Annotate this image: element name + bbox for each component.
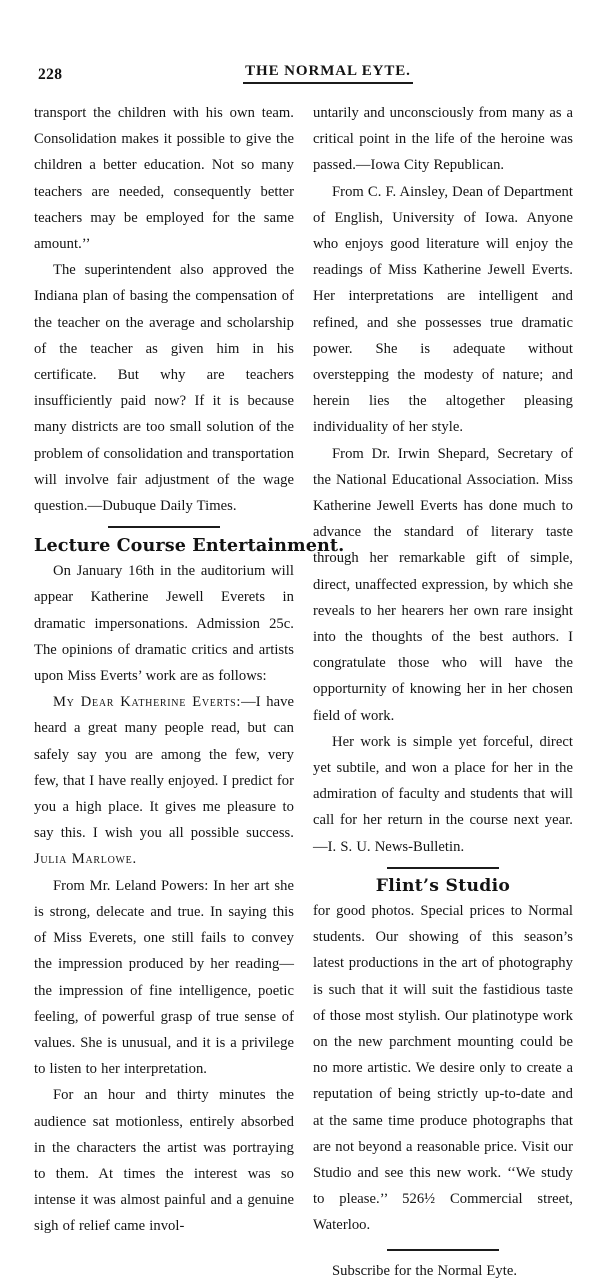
heading-rule: [387, 867, 499, 869]
paragraph: For an hour and thirty minutes the audience sat motionless, entirely absorbed in the characters the artist was portraying to them. At times the interest was so intense it was almost painful and a genuine sigh of relief came invol-: [34, 1087, 294, 1235]
paragraph-advertisement: for good photos. Special prices to Normal students. Our showing of this season’s latest productions in the art of photography is such that it will suit the fastidious taste of those most stylish. Our platinotype work on the new parchment mounting could be no more artistic. We desire only to create a reputation of being strictly up-to-date and at the same time produce photographs that are not beyond a reasonable price. Visit our Studio and see this new work. ‘‘We study to please.’’ 526½ Commercial street, Waterloo.: [313, 902, 573, 1234]
letter-signature: Julia Marlowe.: [34, 851, 137, 868]
running-title: THE NORMAL EYTE.: [243, 63, 413, 84]
paragraph: From Mr. Leland Powers: In her art she is strong, delecate and true. In saying this of Miss Everets, one still fails to convey the impression produced by her reading—the impression of fine intelligence, poetic feeling, of powerful grasp of true sense of values. She is unusual, and it is a privilege to listen to her interpretation.: [34, 877, 294, 1078]
section-heading-text: Flint’s Studio: [375, 875, 511, 896]
paragraph: The superintendent also approved the Indiana plan of basing the compensation of the teacher on the average and scholarship of the teacher as given him in his certificate. But why are teachers insufficiently paid now? If it is because many districts are too small solution of the problem of consolidation and transportation will involve fair adjustment of the wage question.—Dubuque Daily Times.: [34, 262, 294, 515]
subscribe-note: Subscribe for the Normal Eyte.: [332, 1262, 518, 1279]
running-title-wrap: [34, 62, 578, 84]
two-column-body: [34, 100, 578, 1284]
running-head: [34, 62, 578, 92]
left-column: [34, 100, 345, 1240]
paragraph: From Dr. Irwin Shepard, Secretary of the National Educational Association. Miss Katherine Jewell Everts has done much to advance the standard of literary taste through her remarkable gift of simple, direct, unaffected expression, by which she reveals to her hearers her own rare insight into the thoughts of the best authors. I congratulate those who will have the opporturnity of knowing her in her chosen field of work.: [313, 445, 573, 724]
paragraph: transport the children with his own team. Consolidation makes it possible to give the children a better education. Not so many teachers are needed, consequently better teachers may be employed for the same amount.’’: [34, 105, 294, 253]
paragraph-letter: [34, 689, 294, 872]
section-heading-lecture-course: [34, 526, 345, 557]
footer-rule: [387, 1249, 499, 1251]
letter-body: —I have heard a great many people read, but can safely say you are among the few, very few, that I have really enjoyed. I predict for you a high place. It gives me pleasure to say this. I wish you all possible success.: [34, 694, 294, 842]
paragraph: Her work is simple yet forceful, direct yet subtile, and won a place for her in the admiration of faculty and students that will call for her return in the course next year.—I. S. U. News-Bulletin.: [313, 733, 573, 855]
section-heading-flints-studio: [313, 867, 573, 896]
section-heading-text: Lecture Course Entertainment.: [34, 535, 345, 557]
page-number: 228: [38, 66, 63, 83]
letter-salutation: My Dear Katherine Everts:: [53, 694, 242, 711]
subscribe-note-block: [313, 1249, 573, 1284]
right-column: [313, 100, 573, 1284]
heading-rule: [108, 526, 220, 528]
paragraph: From C. F. Ainsley, Dean of Department of English, University of Iowa. Anyone who enjoys good literature will enjoy the readings of Miss Katherine Jewell Everts. Her interpretations are intelligent and refined, and she possesses true dramatic power. She is adequate without overstepping the modesty of nature; and herein lies the altogether pleasing individuality of her style.: [313, 183, 573, 436]
paragraph: On January 16th in the auditorium will appear Katherine Jewell Everets in dramatic impersonations. Admission 25c. The opinions of dramatic critics and artists upon Miss Everts’ work are as follows:: [34, 563, 294, 685]
paragraph: untarily and unconsciously from many as a critical point in the life of the heroine was passed.—Iowa City Republican.: [313, 105, 573, 174]
